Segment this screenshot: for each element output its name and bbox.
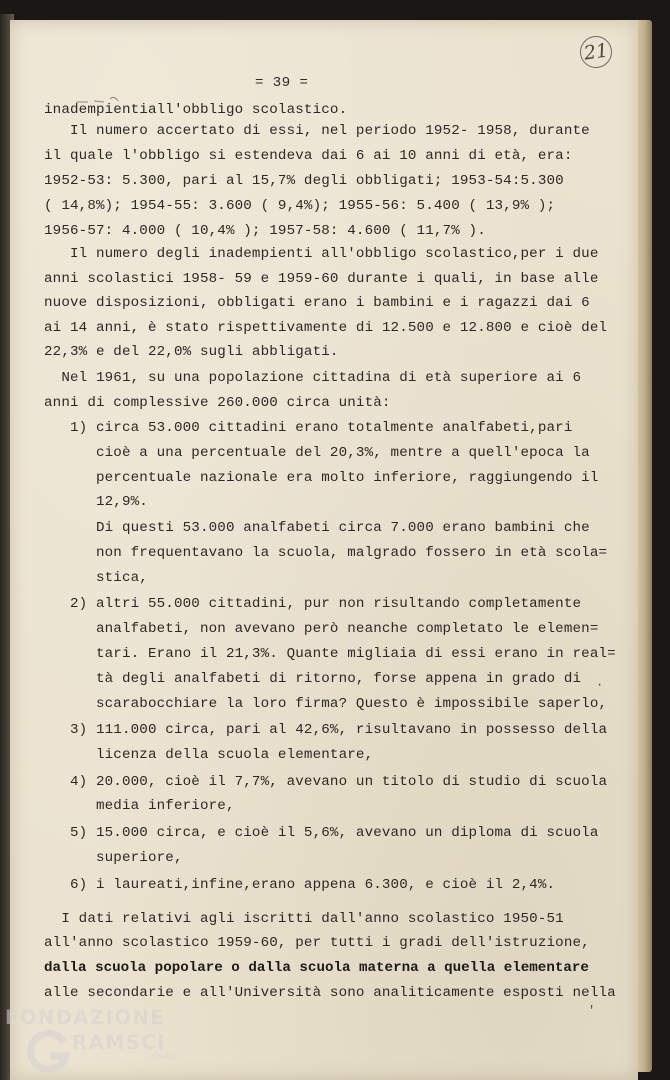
text-line: 22,3% e del 22,0% sugli abbligati.	[44, 344, 339, 360]
list-item-text: scarabocchiare la loro firma? Questo è impossibile saperlo,	[44, 696, 608, 712]
list-item-text: analfabeti, non avevano però neanche completato le elemen=	[44, 621, 599, 637]
text-line: inadempientiall'obbligo scolastico.	[44, 102, 348, 118]
text-line: dalla scuola popolare o dalla scuola materna a quella elementare	[44, 960, 589, 976]
page-number: = 39 =	[255, 75, 309, 91]
pencil-mark-icon: '	[588, 1004, 596, 1018]
text-line: ai 14 anni, è stato rispettivamente di 12.500 e 12.800 e cioè del	[44, 320, 608, 336]
text-line: 1952-53: 5.300, pari al 15,7% degli obbligati; 1953-54:5.300	[44, 173, 564, 189]
list-item-text: 2) altri 55.000 cittadini, pur non risultando completamente	[44, 596, 582, 612]
list-item-text: percentuale nazionale era molto inferiore, raggiungendo il	[44, 470, 599, 486]
watermark-line-1: FONDAZIONE	[5, 1006, 166, 1029]
list-item-text: Di questi 53.000 analfabeti circa 7.000 erano bambini che	[44, 520, 590, 536]
list-item-text: tari. Erano il 21,3%. Quante migliaia di essi erano in real=	[44, 646, 616, 662]
pencil-mark-icon: ·	[596, 678, 604, 692]
list-item-text: 5) 15.000 circa, e cioè il 5,6%, avevano un diploma di scuola	[44, 825, 599, 841]
text-line: Nel 1961, su una popolazione cittadina di età superiore ai 6	[44, 370, 582, 386]
text-line: Il numero accertato di essi, nel periodo 1952- 1958, durante	[44, 123, 590, 139]
watermark-logo-letter: G	[38, 1060, 39, 1061]
archive-watermark	[0, 1004, 190, 1080]
list-item-text: media inferiore,	[44, 798, 235, 814]
list-item-text: stica,	[44, 570, 148, 586]
text-line: ( 14,8%); 1954-55: 3.600 ( 9,4%); 1955-56: 5.400 ( 13,9% );	[44, 198, 556, 214]
text-line: all'anno scolastico 1959-60, per tutti i gradi dell'istruzione,	[44, 935, 590, 951]
text-line: alle secondarie e all'Università sono analiticamente esposti nella	[44, 985, 616, 1001]
watermark-line-2: RAMSCI	[72, 1031, 167, 1054]
list-item-text: cioè a una percentuale del 20,3%, mentre a quell'epoca la	[44, 445, 590, 461]
list-item-text: superiore,	[44, 850, 183, 866]
watermark-logo-icon	[24, 1028, 72, 1076]
watermark-small: Onlus	[152, 1052, 177, 1061]
list-item-text: tà degli analfabeti di ritorno, forse appena in grado di	[44, 671, 582, 687]
text-line: 1956-57: 4.000 ( 10,4% ); 1957-58: 4.600 ( 11,7% ).	[44, 223, 486, 239]
list-item-text: 6) i laureati,infine,erano appena 6.300, e cioè il 2,4%.	[44, 877, 556, 893]
text-line: nuove disposizioni, obbligati erano i bambini e i ragazzi dai 6	[44, 295, 590, 311]
list-item-text: licenza della scuola elementare,	[44, 747, 374, 763]
document-page	[10, 20, 638, 1080]
text-line: anni scolastici 1958- 59 e 1959-60 durante i quali, in base alle	[44, 271, 599, 287]
text-line: Il numero degli inadempienti all'obbligo scolastico,per i due	[44, 246, 599, 262]
list-item-text: 4) 20.000, cioè il 7,7%, avevano un titolo di studio di scuola	[44, 774, 608, 790]
list-item-text: non frequentavano la scuola, malgrado fossero in età scola=	[44, 545, 608, 561]
list-item-text: 12,9%.	[44, 494, 148, 510]
archive-stamp: 21	[578, 34, 614, 70]
text-line: I dati relativi agli iscritti dall'anno scolastico 1950-51	[44, 911, 564, 927]
list-item-text: 3) 111.000 circa, pari al 42,6%, risultavano in possesso della	[44, 722, 608, 738]
list-item-text: 1) circa 53.000 cittadini erano totalmente analfabeti,pari	[44, 420, 573, 436]
text-line: il quale l'obbligo si estendeva dai 6 ai 10 anni di età, era:	[44, 148, 573, 164]
text-line: anni di complessive 260.000 circa unità:	[44, 395, 391, 411]
